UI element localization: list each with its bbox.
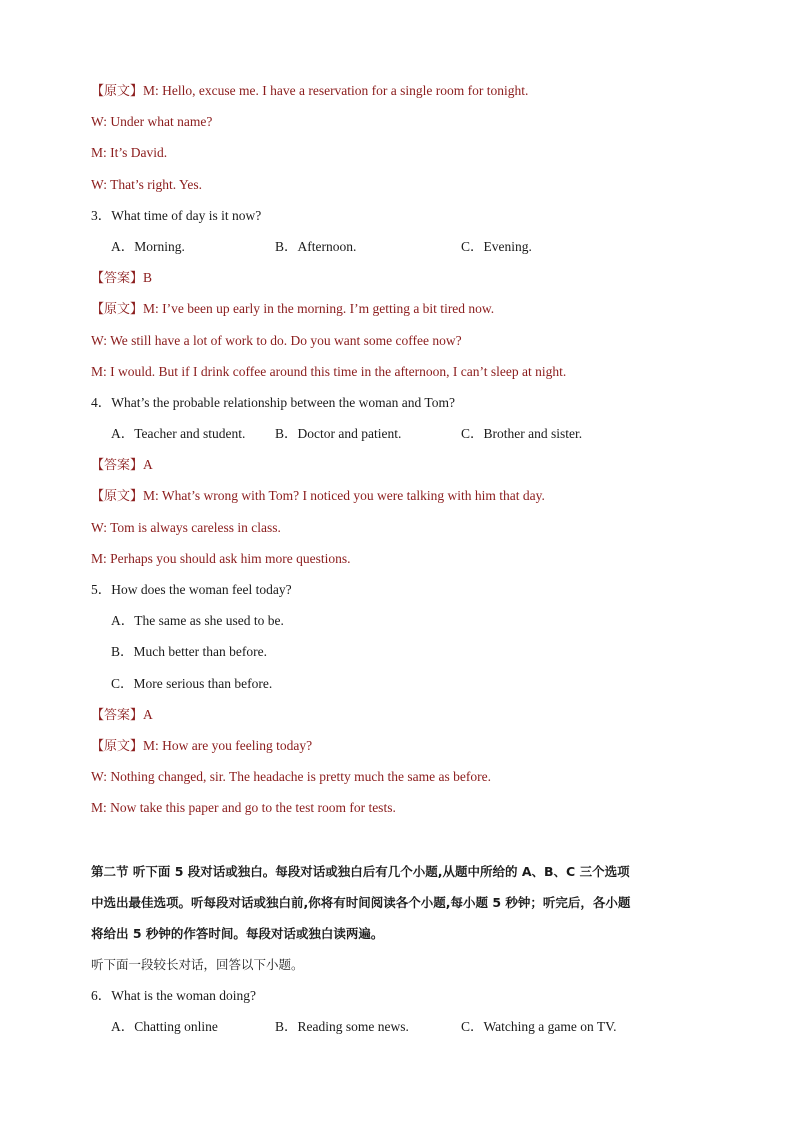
answer-value: A bbox=[143, 457, 153, 473]
section-heading: 将给出 5 秒钟的作答时间。每段对话或独白读两遍。 bbox=[91, 925, 384, 941]
answer-value: A bbox=[143, 706, 153, 722]
transcript-text: M: I’ve been up early in the morning. I’m getting a bit tired now. bbox=[143, 301, 495, 317]
transcript-tag: 【原文】 bbox=[91, 302, 144, 318]
transcript-line: M: Now take this paper and go to the test room for tests. bbox=[91, 800, 396, 816]
transcript-text: M: Hello, excuse me. I have a reservation for a single room for tonight. bbox=[143, 83, 529, 98]
transcript-line: W: Tom is always careless in class. bbox=[91, 519, 281, 535]
page-content bbox=[91, 81, 711, 1049]
transcript-text: M: What’s wrong with Tom? I noticed you were talking with him that day. bbox=[143, 488, 545, 504]
section-instruction: 听下面一段较长对话，回答以下小题。 bbox=[91, 957, 304, 973]
options-q6 bbox=[91, 1017, 711, 1048]
question-6: 6．What is the woman doing? bbox=[91, 988, 256, 1004]
question-5: 5．How does the woman feel today? bbox=[91, 582, 292, 597]
answer-q5 bbox=[91, 705, 711, 736]
section-heading: 中选出最佳选项。听每段对话或独白前,你将有时间阅读各个小题,每小题 5 秒钟；听完后，各小题 bbox=[91, 894, 631, 910]
transcript-tag: 【原文】 bbox=[91, 489, 144, 505]
options-q4 bbox=[91, 424, 711, 455]
transcript-line bbox=[91, 486, 711, 517]
option-c: C．Evening. bbox=[461, 238, 532, 254]
transcript-line: W: Under what name? bbox=[91, 114, 213, 130]
option-b: B．Doctor and patient. bbox=[275, 426, 402, 442]
options-q3 bbox=[91, 237, 711, 268]
transcript-line: M: It’s David. bbox=[91, 145, 168, 161]
option-b: B．Much better than before. bbox=[111, 644, 267, 660]
option-a: A．The same as she used to be. bbox=[111, 613, 284, 629]
transcript-line bbox=[91, 81, 711, 112]
section-heading: 第二节 听下面 5 段对话或独白。每段对话或独白后有几个小题,从题中所给的 A、B、C 三个选项 bbox=[91, 863, 630, 879]
transcript-line bbox=[91, 299, 711, 330]
transcript-line: W: Nothing changed, sir. The headache is pretty much the same as before. bbox=[91, 769, 491, 785]
answer-tag: 【答案】 bbox=[91, 458, 144, 474]
answer-value: B bbox=[143, 270, 153, 286]
answer-tag: 【答案】 bbox=[91, 707, 144, 723]
transcript-line bbox=[91, 736, 711, 767]
answer-tag: 【答案】 bbox=[91, 271, 144, 287]
option-c: C．Brother and sister. bbox=[461, 426, 583, 442]
transcript-line: W: That’s right. Yes. bbox=[91, 176, 203, 192]
option-c: C．Watching a game on TV. bbox=[461, 1019, 617, 1035]
section-gap bbox=[91, 830, 711, 862]
answer-q4 bbox=[91, 455, 711, 486]
option-c: C．More serious than before. bbox=[111, 675, 273, 691]
transcript-line: M: Perhaps you should ask him more questions. bbox=[91, 550, 351, 566]
transcript-text: M: How are you feeling today? bbox=[143, 737, 313, 753]
option-a: A．Chatting online bbox=[111, 1019, 218, 1035]
option-b: B．Afternoon. bbox=[275, 238, 357, 254]
transcript-tag: 【原文】 bbox=[91, 84, 144, 99]
answer-q3 bbox=[91, 268, 711, 299]
option-a: A．Teacher and student. bbox=[111, 426, 246, 442]
option-b: B．Reading some news. bbox=[275, 1019, 409, 1035]
transcript-line: W: We still have a lot of work to do. Do you want some coffee now? bbox=[91, 332, 462, 348]
transcript-tag: 【原文】 bbox=[91, 738, 144, 754]
question-4: 4．What’s the probable relationship between the woman and Tom? bbox=[91, 394, 455, 410]
option-a: A．Morning. bbox=[111, 238, 185, 254]
transcript-line: M: I would. But if I drink coffee around this time in the afternoon, I can’t sleep at night. bbox=[91, 363, 567, 379]
question-3: 3．What time of day is it now? bbox=[91, 207, 262, 223]
